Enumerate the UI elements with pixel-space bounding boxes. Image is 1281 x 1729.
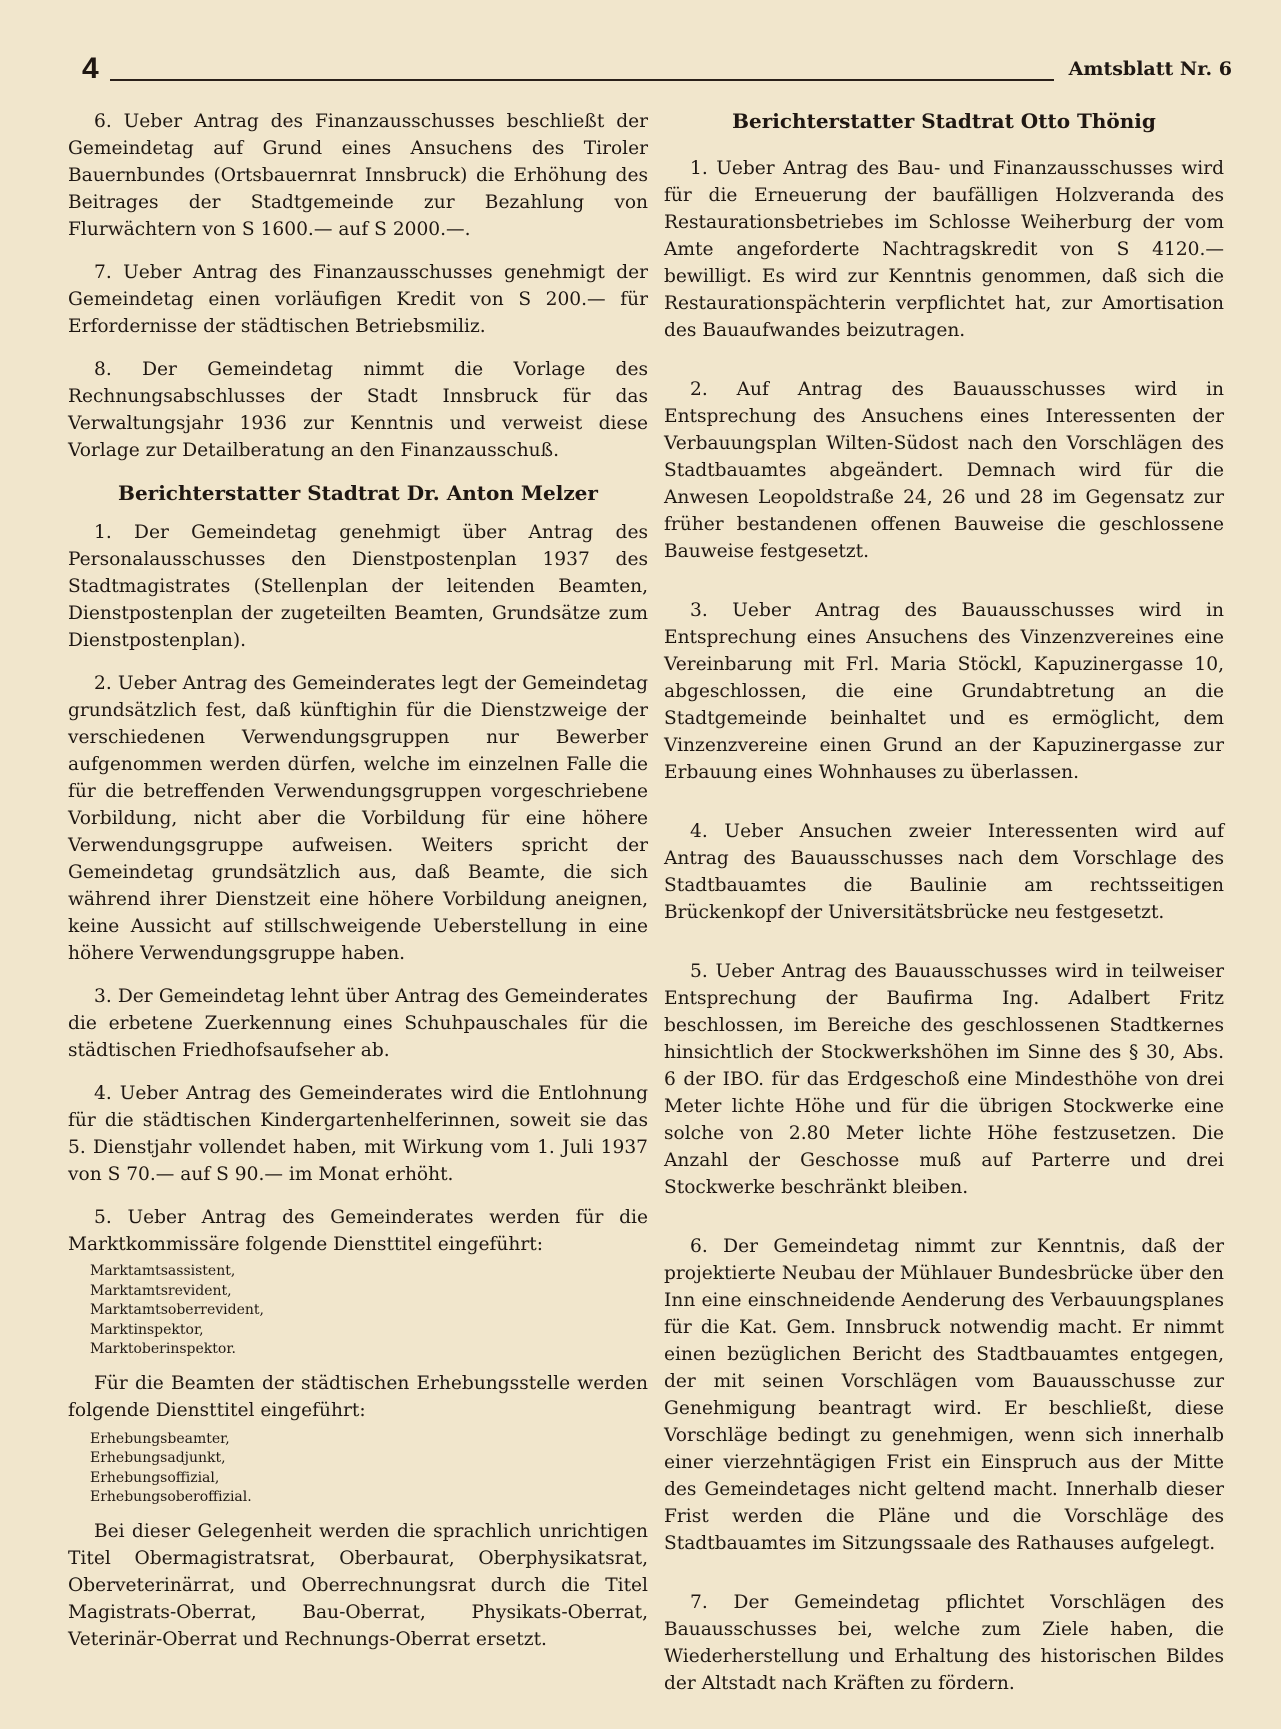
survey-intro: Für die Beamten der städtischen Erhebungsstelle werden folgende Diensttitel eingeführt: [68,1372,648,1421]
melzer-item-3: 3. Der Gemeindetag lehnt über Antrag des Gemeinderates die erbetene Zuerkennung eines Schuhpauschales für die städtischen Friedhofsaufseher ab. [68,986,648,1061]
melzer-item-5: 5. Ueber Antrag des Gemeinderates werden für die Marktkommissäre folgende Diensttitel eingeführt: [68,1207,648,1255]
list-item: Marktamtsrevident, [90,1282,232,1299]
melzer-item-1: 1. Der Gemeindetag genehmigt über Antrag des Personalausschusses den Dienstpostenplan 1937 des Stadtmagistrates (Stellenplan der leitenden Beamten, Dienstpostenplan der zugeteilten Beamten, Grundsätze zum Dienstpostenplan). [68,522,648,651]
list-item: Erhebungsoberoffizial. [90,1489,252,1505]
thoenig-item-1: 1. Ueber Antrag des Bau- und Finanzausschusses wird für die Erneuerung der baufälligen Holzveranda des Restaurationsbetriebes im Schlosse Weiherburg der vom Amte angeforderte Nachtragskredit von S 4120.— bewilligt. Es wird zur Kenntnis genommen, daß sich die Restaurationspächterin verpflichtet hat, zur Amortisation des Bauaufwandes beizutragen. [664,158,1224,341]
list-item: Erhebungsoffizial, [90,1469,220,1486]
thoenig-item-4: 4. Ueber Ansuchen zweier Interessenten wird auf Antrag des Bauausschusses nach dem Vorschlage des Stadtbauamtes die Baulinie am rechtsseitigen Brückenkopf der Universitätsbrücke neu festgesetzt. [664,821,1224,923]
list-item: Marktoberinspektor. [90,1341,236,1357]
paragraph-8: 8. Der Gemeindetag nimmt die Vorlage des Rechnungsabschlusses der Stadt Innsbruck für das Verwaltungsjahr 1936 zur Kenntnis und verweist diese Vorlage zur Detailberatung an den Finanzausschuß. [68,359,648,461]
header-rule [110,79,1054,81]
paragraph-7: 7. Ueber Antrag des Finanzausschusses genehmigt der Gemeindetag einen vorläufigen Kredit von S 200.— für Erfordernisse der städtischen Betriebsmiliz. [68,262,648,337]
page-number: 4 [82,52,99,85]
list-item: Marktamtsassistent, [90,1263,236,1279]
list-item: Erhebungsbeamter, [90,1430,230,1447]
section-heading-thoenig: Berichterstatter Stadtrat Otto Thönig [732,109,1156,133]
melzer-item-4: 4. Ueber Antrag des Gemeinderates wird die Entlohnung für die städtischen Kindergartenhelferinnen, soweit sie das 5. Dienstjahr vollendet haben, mit Wirkung vom 1. Juli 1937 von S 70.— auf S 90.— im Monat erhöht. [68,1083,648,1185]
thoenig-item-3: 3. Ueber Antrag des Bauausschusses wird in Entsprechung eines Ansuchens des Vinzenzvereines eine Vereinbarung mit Frl. Maria Stöckl, Kapuzinergasse 10, abgeschlossen, die eine Grundabtretung an die Stadtgemeinde beinhaltet und es ermöglicht, dem Vinzenzvereine einen Grund an der Kapuzinergasse zur Erbauung eines Wohnhauses zu überlassen. [664,600,1224,783]
issue-title: Amtsblatt Nr. 6 [1068,58,1232,80]
melzer-item-2: 2. Ueber Antrag des Gemeinderates legt der Gemeindetag grundsätzlich fest, daß künftighin für die Dienstzweige der verschiedenen Verwendungsgruppen nur Bewerber aufgenommen werden dürfen, welche im einzelnen Falle die für die betreffenden Verwendungsgruppen vorgeschriebene Vorbildung, nicht aber die Vorbildung für eine höhere Verwendungsgruppe aufweisen. Weiters spricht der Gemeindetag grundsätzlich aus, daß Beamte, die sich während ihrer Dienstzeit eine höhere Vorbildung aneignen, keine Aussicht auf stillschweigende Ueberstellung in eine höhere Verwendungsgruppe haben. [68,673,648,964]
list-item: Marktinspektor, [90,1321,204,1338]
market-titles-list [90,1262,648,1360]
left-column [68,108,648,1669]
list-item: Marktamtsoberrevident, [90,1302,264,1318]
right-column [664,108,1224,1729]
paragraph-6: 6. Ueber Antrag des Finanzausschusses beschließt der Gemeindetag auf Grund eines Ansuchens des Tiroler Bauernbundes (Ortsbauernrat Innsbruck) die Erhöhung des Beitrages der Stadtgemeinde zur Bezahlung von Flurwächtern von S 1600.— auf S 2000.—. [68,111,648,240]
page-header [82,52,1232,86]
thoenig-item-6: 6. Der Gemeindetag nimmt zur Kenntnis, daß der projektierte Neubau der Mühlauer Bundesbrücke über den Inn eine einschneidende Aenderung des Verbauungsplanes für die Kat. Gem. Innsbruck notwendig macht. Er nimmt einen bezüglichen Bericht des Stadtbauamtes entgegen, der mit seinen Vorschlägen vom Bauausschusse zur Genehmigung beantragt wird. Er beschließt, diese Vorschläge bedingt zu genehmigen, wenn sich innerhalb einer vierzehntägigen Frist ein Einspruch aus der Mitte des Gemeindetages nicht geltend macht. Innerhalb dieser Frist werden die Pläne und die Vorschläge des Stadtbauamtes im Sitzungssaale des Rathauses aufgelegt. [664,1236,1224,1554]
survey-titles-list [90,1430,648,1508]
list-item: Erhebungsadjunkt, [90,1450,226,1466]
title-replacement-paragraph: Bei dieser Gelegenheit werden die sprachlich unrichtigen Titel Obermagistratsrat, Oberbaurat, Oberphysikatsrat, Oberveterinärrat, und Oberrechnungsrat durch die Titel Magistrats-Oberrat, Bau-Oberrat, Physikats-Oberrat, Veterinär-Oberrat und Rechnungs-Oberrat ersetzt. [68,1520,648,1650]
thoenig-item-2: 2. Auf Antrag des Bauausschusses wird in Entsprechung des Ansuchens eines Interessenten der Verbauungsplan Wilten-Südost nach den Vorschlägen des Stadtbauamtes abgeändert. Demnach wird für die Anwesen Leopoldstraße 24, 26 und 28 im Gegensatz zur früher bestandenen offenen Bauweise die geschlossene Bauweise festgesetzt. [664,379,1224,562]
thoenig-item-7: 7. Der Gemeindetag pflichtet Vorschlägen des Bauausschusses bei, welche zum Ziele haben, die Wiederherstellung und Erhaltung des historischen Bildes der Altstadt nach Kräften zu fördern. [664,1592,1224,1694]
section-heading-melzer: Berichterstatter Stadtrat Dr. Anton Melzer [118,481,598,505]
thoenig-item-5: 5. Ueber Antrag des Bauausschusses wird in teilweiser Entsprechung der Baufirma Ing. Adalbert Fritz beschlossen, im Bereiche des geschlossenen Stadtkernes hinsichtlich der Stockwerkshöhen im Sinne des § 30, Abs. 6 der IBO. für das Erdgeschoß eine Mindesthöhe von drei Meter lichte Höhe und für die übrigen Stockwerke eine solche von 2.80 Meter lichte Höhe festzusetzen. Die Anzahl der Geschosse muß auf Parterre und drei Stockwerke beschränkt bleiben. [664,961,1224,1198]
